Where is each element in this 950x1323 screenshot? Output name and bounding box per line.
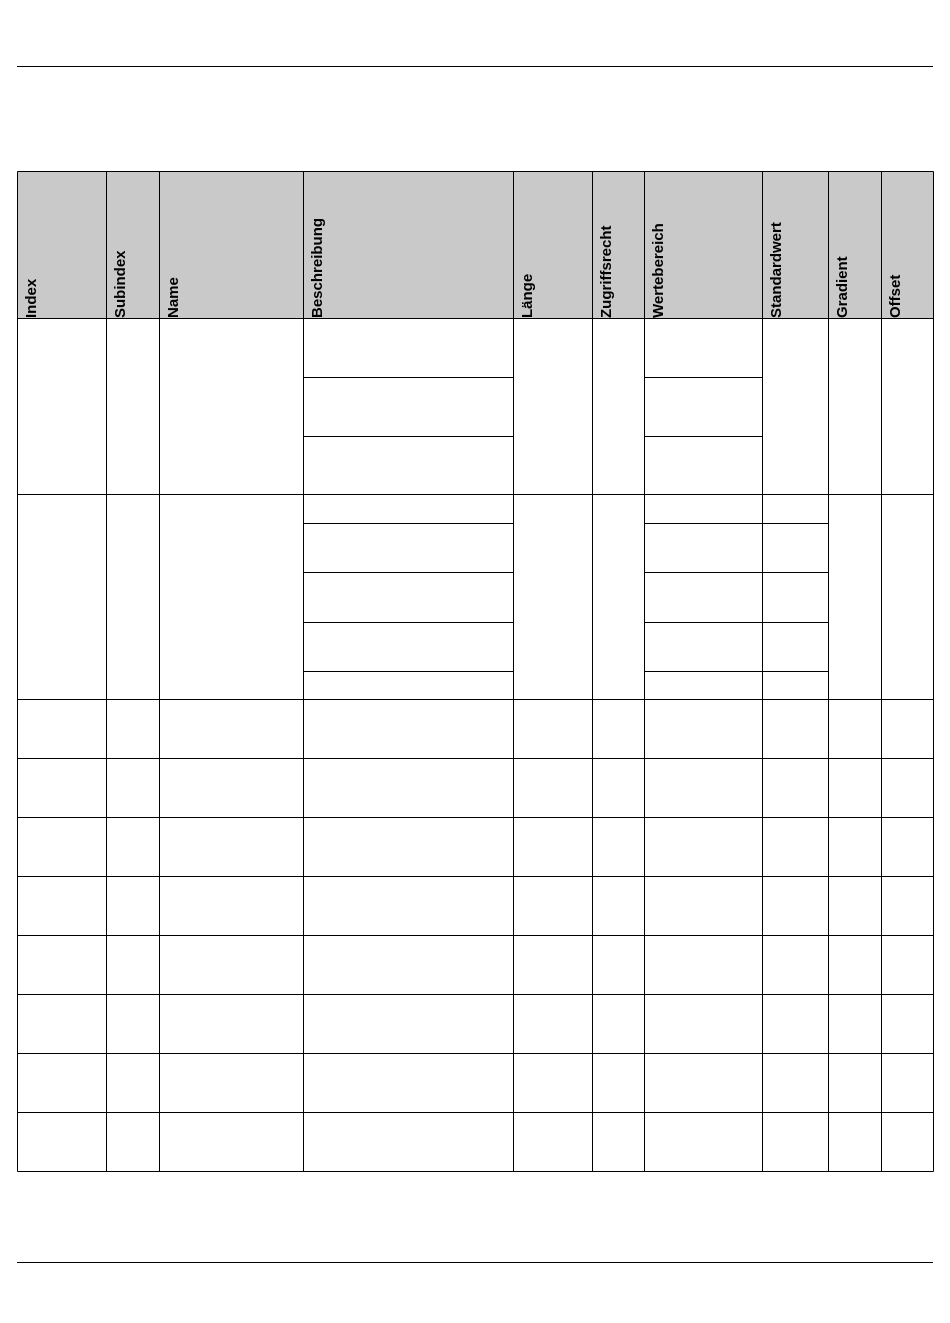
header-rule <box>17 66 933 67</box>
table-grid <box>17 171 934 1172</box>
column-header-zugriffsrecht: Zugriffsrecht <box>598 225 615 318</box>
column-header-laenge: Länge <box>519 273 536 318</box>
column-header-wertebereich: Wertebereich <box>650 223 667 318</box>
column-header-index: Index <box>23 278 40 318</box>
column-header-offset: Offset <box>887 274 904 318</box>
column-header-subindex: Subindex <box>112 250 129 318</box>
column-header-standardwert: Standardwert <box>768 222 785 318</box>
header-background <box>18 172 934 319</box>
column-header-gradient: Gradient <box>834 256 851 318</box>
footer-rule <box>17 1262 933 1263</box>
column-header-beschreibung: Beschreibung <box>309 217 326 318</box>
parameter-table <box>17 171 934 1172</box>
column-header-name: Name <box>165 277 182 318</box>
